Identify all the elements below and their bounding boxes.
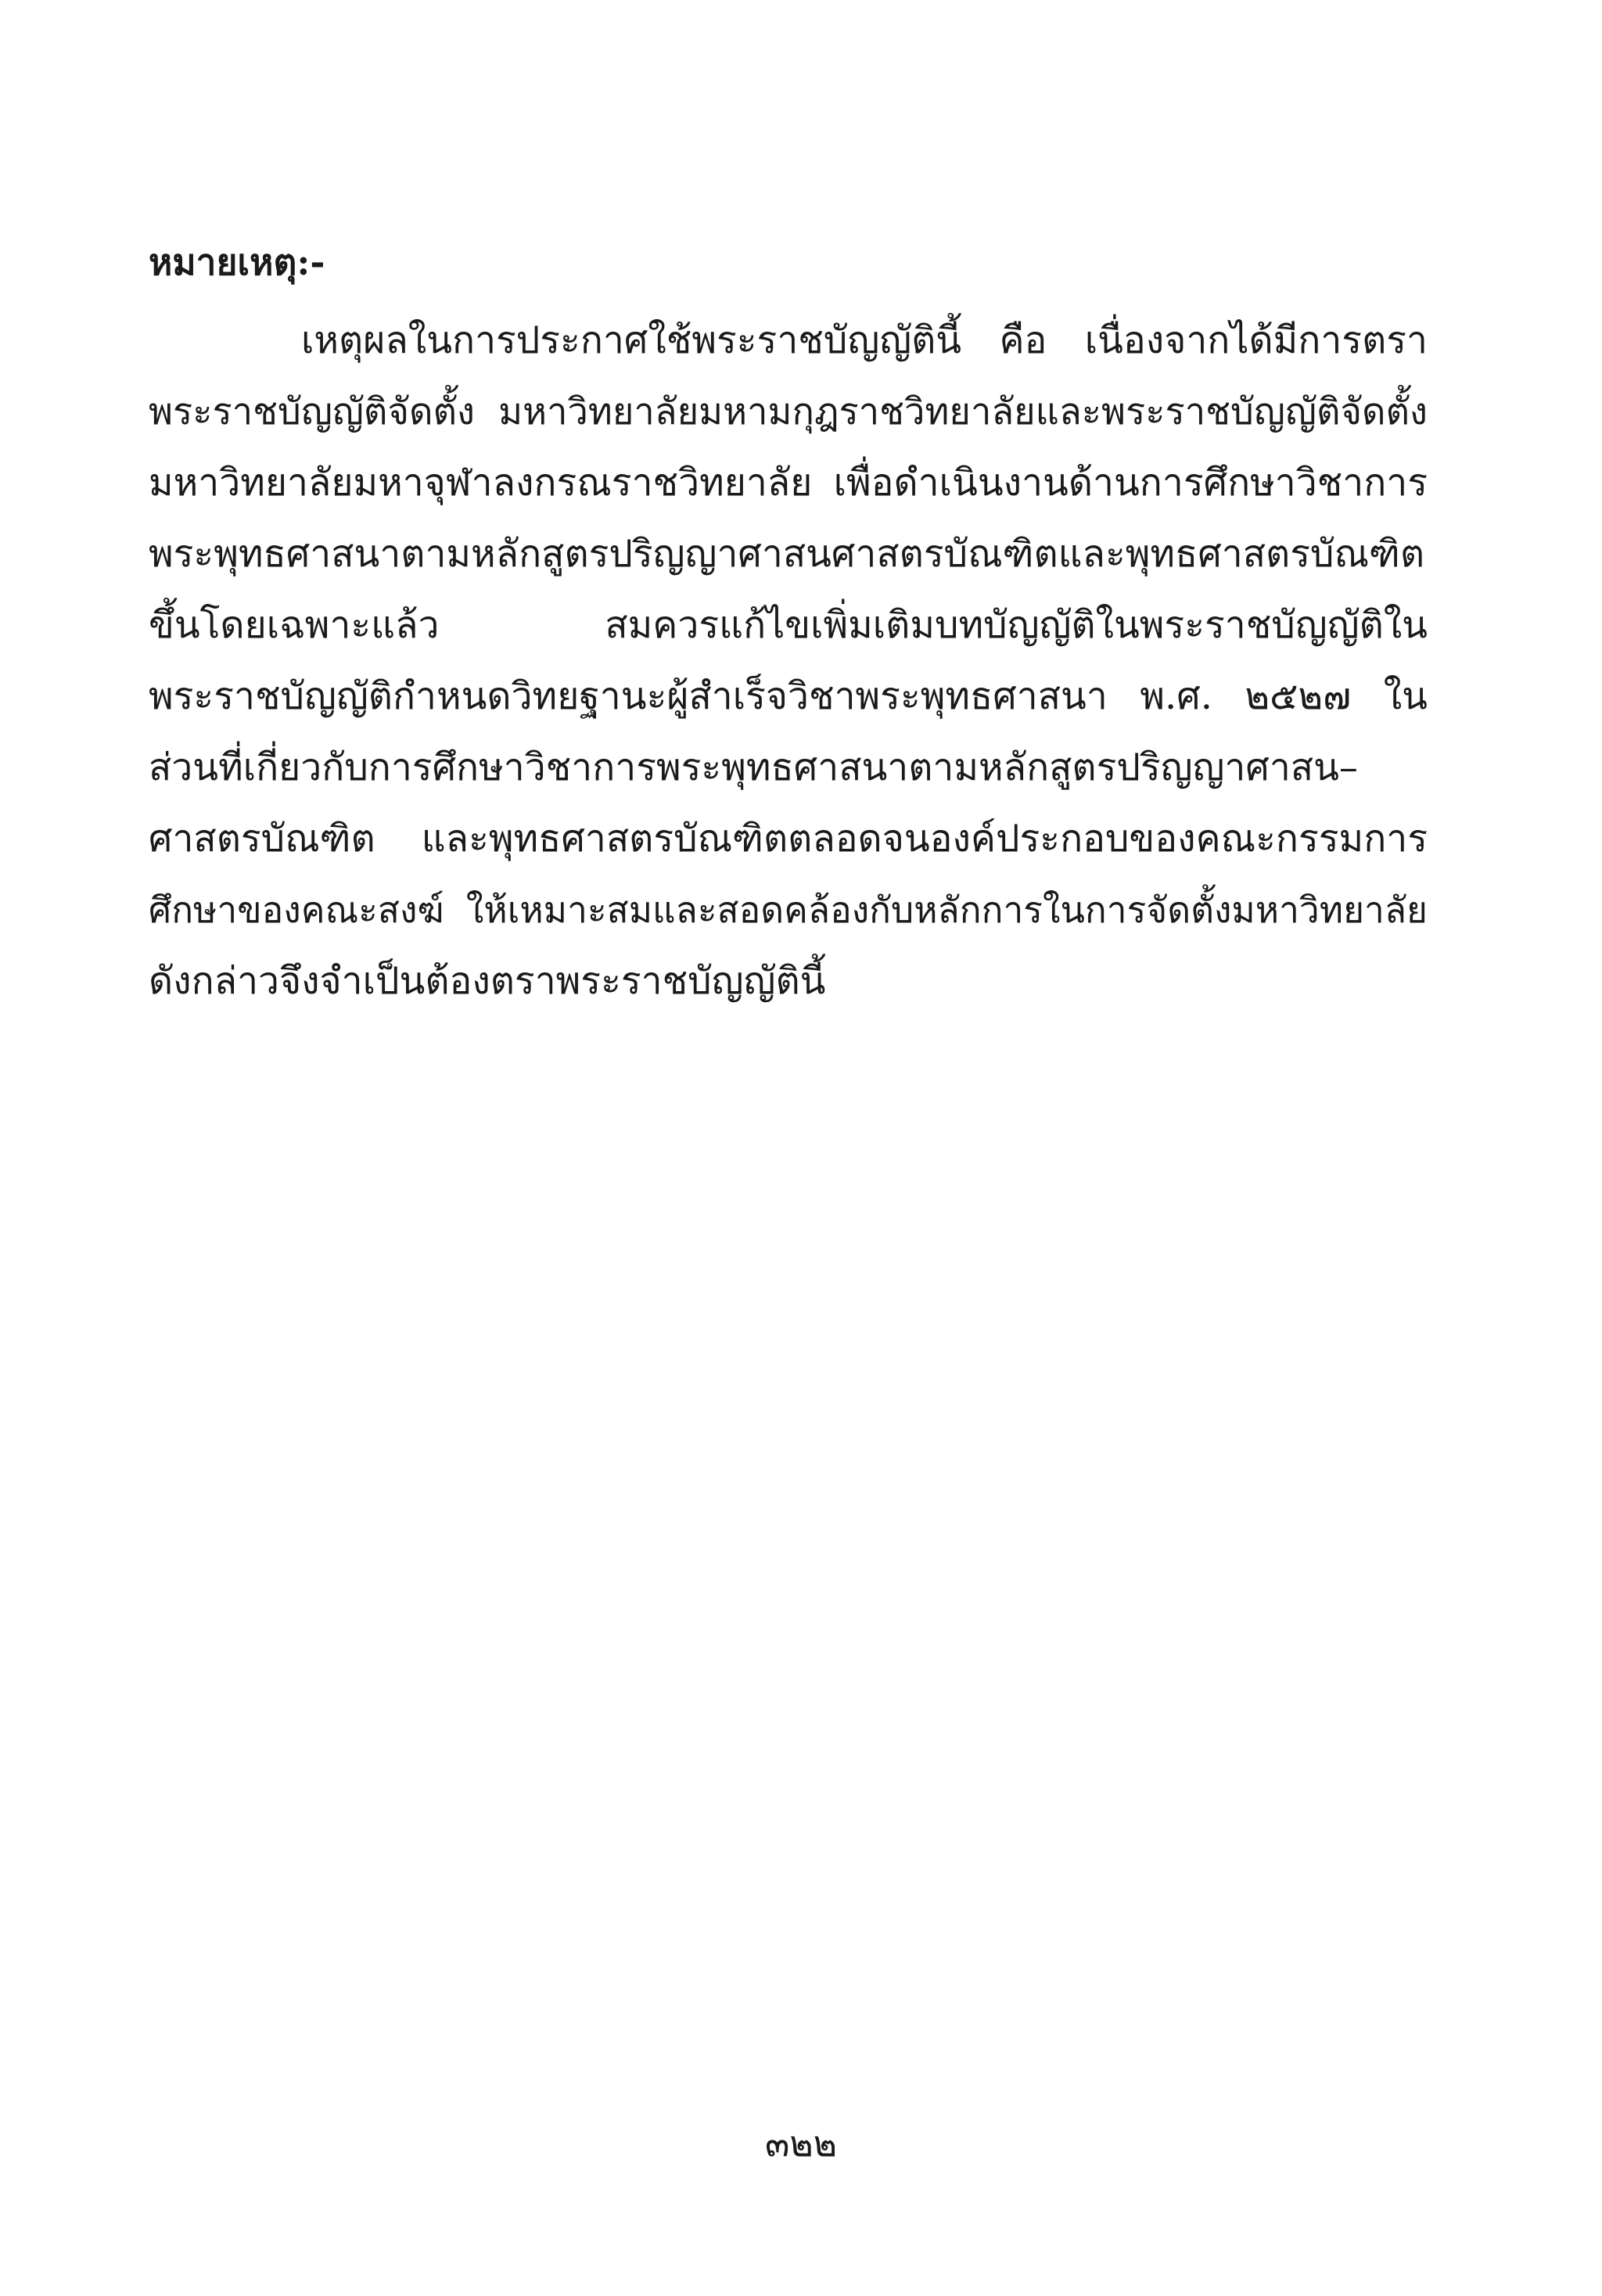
note-line: พระราชบัญญัติกำหนดวิทยฐานะผู้สำเร็จวิชาพระพุทธศาสนา พ.ศ. ๒๕๒๗ ใน [149,674,1428,718]
note-line: เหตุผลในการประกาศใช้พระราชบัญญัตินี้ คือ เนื่องจากได้มีการตรา [301,318,1428,362]
note-line: มหาวิทยาลัยมหาจุฬาลงกรณราชวิทยาลัย เพื่อดำเนินงานด้านการศึกษาวิชาการ [149,461,1428,505]
note-body [149,305,1428,1017]
note-heading: หมายเหตุ:- [149,241,325,283]
note-line: พระพุทธศาสนาตามหลักสูตรปริญญาศาสนศาสตรบัณฑิตและพุทธศาสตรบัณฑิต [149,532,1425,576]
note-line: ขึ้นโดยเฉพาะแล้ว สมควรแก้ไขเพิ่มเติมบทบัญญัติในพระราชบัญญัติใน [149,603,1428,647]
note-line: ส่วนที่เกี่ยวกับการศึกษาวิชาการพระพุทธศาสนาตามหลักสูตรปริญญาศาสน– [149,746,1358,789]
note-line: ดังกล่าวจึงจำเป็นต้องตราพระราชบัญญัตินี้ [149,959,826,1003]
note-line: พระราชบัญญัติจัดตั้ง มหาวิทยาลัยมหามกุฎราชวิทยาลัยและพระราชบัญญัติจัดตั้ง [149,390,1428,433]
note-line: ศึกษาของคณะสงฆ์ ให้เหมาะสมและสอดคล้องกับหลักการในการจัดตั้งมหาวิทยาลัย [149,889,1428,931]
page-number: ๓๒๒ [764,2122,838,2165]
note-line: ศาสตรบัณฑิต และพุทธศาสตรบัณฑิตตลอดจนองค์ประกอบของคณะกรรมการ [149,817,1428,861]
